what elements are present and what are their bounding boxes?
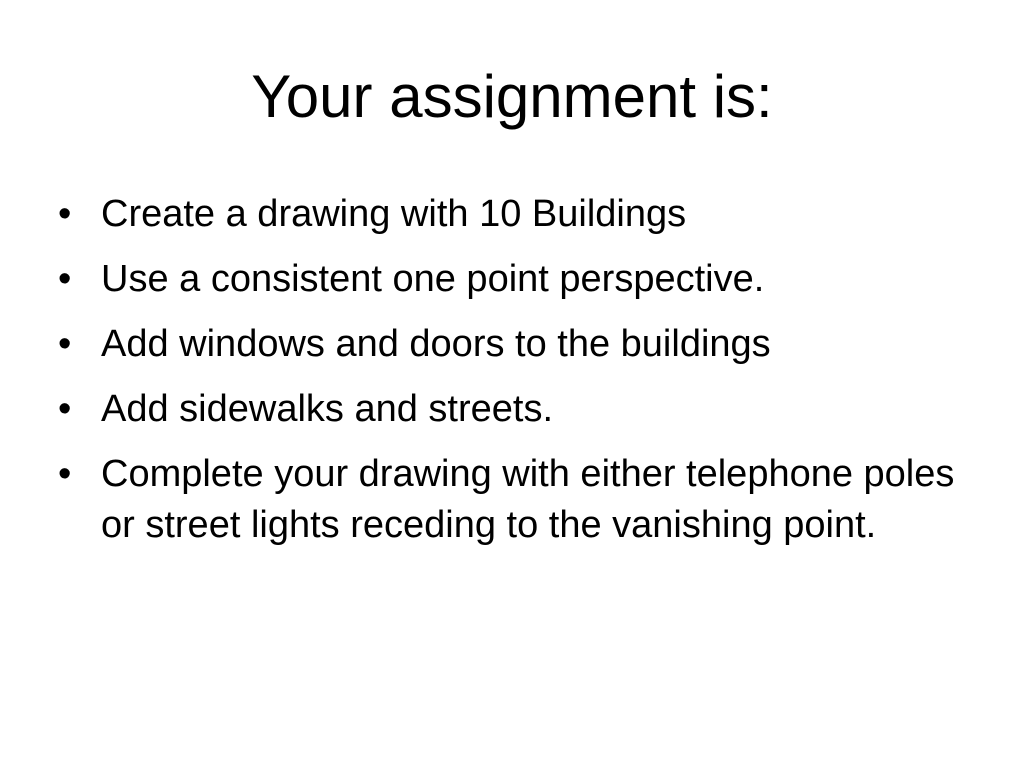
- bullet-list: [58, 189, 978, 565]
- bullet-icon: •: [58, 323, 72, 365]
- bullet-icon: •: [58, 388, 72, 430]
- bullet-text: Use a consistent one point perspective.: [101, 258, 765, 300]
- bullet-item: [58, 449, 978, 551]
- bullet-icon: •: [58, 258, 72, 300]
- bullet-item: [58, 254, 978, 305]
- bullet-icon: •: [58, 193, 72, 235]
- bullet-text: Add sidewalks and streets.: [101, 388, 554, 430]
- bullet-text: Create a drawing with 10 Buildings: [101, 193, 687, 235]
- slide-title: Your assignment is:: [251, 63, 773, 130]
- bullet-item: [58, 319, 978, 370]
- bullet-icon: •: [58, 453, 72, 495]
- bullet-text: Add windows and doors to the buildings: [101, 323, 771, 365]
- bullet-item: [58, 189, 978, 240]
- bullet-text: Complete your drawing with either telephone poles or street lights receding to the vanishing point.: [101, 453, 955, 546]
- bullet-item: [58, 384, 978, 435]
